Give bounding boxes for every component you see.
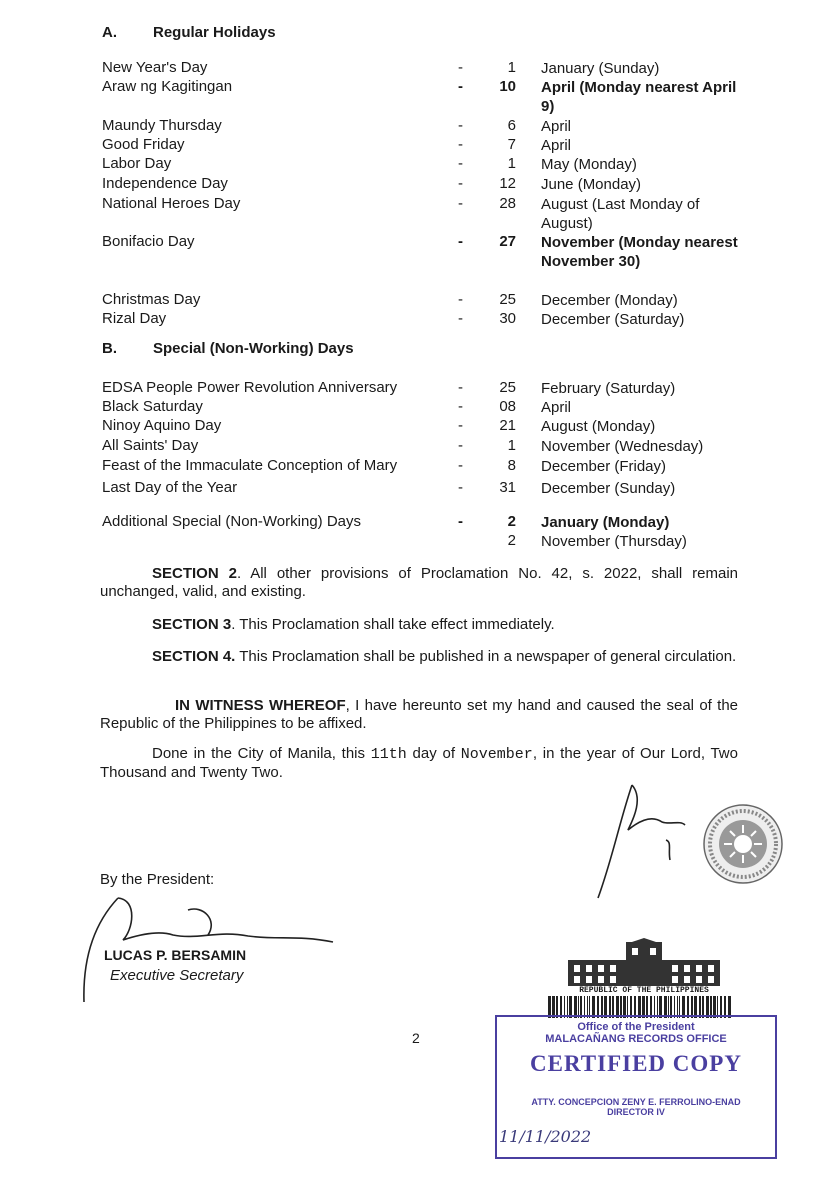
dash: - <box>458 417 463 434</box>
witness-paragraph <box>100 697 738 733</box>
president-signature <box>590 780 700 905</box>
holiday-date: April <box>541 137 572 154</box>
regular-holiday-row <box>0 233 832 270</box>
regular-holiday-row <box>0 59 832 79</box>
holiday-name: Maundy Thursday <box>102 117 222 134</box>
stamp-director: DIRECTOR IV <box>607 1107 665 1117</box>
done-day: 11th <box>370 746 407 763</box>
holiday-name: New Year's Day <box>102 59 208 76</box>
dash: - <box>458 457 463 474</box>
additional-day-2: 2 <box>507 532 516 549</box>
additional-day-1: 2 <box>507 513 516 530</box>
secretary-title: Executive Secretary <box>110 967 244 984</box>
special-day-row <box>0 379 832 399</box>
additional-days-row <box>0 513 832 533</box>
holiday-name: All Saints' Day <box>102 437 199 454</box>
dash: - <box>458 195 463 212</box>
holiday-name: Labor Day <box>102 155 172 172</box>
by-the-president: By the President: <box>100 871 215 888</box>
section-2-text: . All other provisions of Proclamation No. 42, s. 2022, shall remain unchanged, valid, and existing. <box>100 565 739 600</box>
holiday-day: 7 <box>507 136 516 153</box>
holiday-date: November (Monday nearest November 30) <box>541 234 738 270</box>
done-text-1: Done in the City of Manila, this <box>152 745 371 762</box>
regular-holiday-row <box>0 195 832 232</box>
holiday-day: 1 <box>507 59 516 76</box>
special-day-row <box>0 398 832 418</box>
holiday-date: April <box>541 118 572 135</box>
section-3-text: . This Proclamation shall take effect immediately. <box>231 616 555 633</box>
section-a-title: Regular Holidays <box>153 24 276 41</box>
holiday-date: April <box>541 399 572 416</box>
regular-holiday-row <box>0 117 832 137</box>
regular-holiday-row <box>0 136 832 156</box>
holiday-day: 8 <box>507 457 516 474</box>
holiday-day: 10 <box>499 78 516 95</box>
additional-date-1: January (Monday) <box>541 514 670 531</box>
holiday-day: 25 <box>499 291 516 308</box>
done-paragraph <box>100 745 738 782</box>
holiday-name: Feast of the Immaculate Conception of Mary <box>102 457 398 474</box>
done-month: November <box>460 746 533 763</box>
holiday-name: Ninoy Aquino Day <box>102 417 222 434</box>
holiday-day: 08 <box>499 398 516 415</box>
section-b-label: B. <box>102 340 117 357</box>
regular-holiday-row <box>0 78 832 115</box>
holiday-day: 30 <box>499 310 516 327</box>
holiday-date: August (Last Monday of August) <box>541 196 700 232</box>
holiday-day: 27 <box>499 233 516 250</box>
stamp-handwritten-date: 11/11/2022 <box>499 1127 592 1146</box>
holiday-day: 28 <box>499 195 516 212</box>
section-4-text: This Proclamation shall be published in a newspaper of general circulation. <box>235 648 737 665</box>
stamp-republic: REPUBLIC OF THE PHILIPPINES <box>579 986 709 995</box>
special-day-row <box>0 457 832 477</box>
dash: - <box>458 59 463 76</box>
section-2-heading: SECTION 2 <box>152 565 237 582</box>
section-4-paragraph <box>100 648 738 666</box>
holiday-name: EDSA People Power Revolution Anniversary <box>102 379 398 396</box>
certified-copy-stamp <box>495 1015 777 1159</box>
seal-icon <box>702 803 784 885</box>
page-number: 2 <box>412 1030 420 1046</box>
holiday-name: Christmas Day <box>102 291 201 308</box>
stamp-atty: ATTY. CONCEPCION ZENY E. FERROLINO-ENAD <box>531 1097 741 1107</box>
holiday-date: December (Saturday) <box>541 311 685 328</box>
special-day-row <box>0 417 832 437</box>
dash: - <box>458 78 463 95</box>
holiday-name: Araw ng Kagitingan <box>102 78 233 95</box>
section-4-heading: SECTION 4. <box>152 648 236 665</box>
holiday-name: National Heroes Day <box>102 195 241 212</box>
holiday-day: 25 <box>499 379 516 396</box>
secretary-name: LUCAS P. BERSAMIN <box>104 947 247 963</box>
holiday-date: May (Monday) <box>541 156 637 173</box>
holiday-date: November (Wednesday) <box>541 438 704 455</box>
malacanang-building-icon <box>566 938 722 988</box>
section-b-title: Special (Non-Working) Days <box>153 340 354 357</box>
holiday-date: December (Monday) <box>541 292 678 309</box>
holiday-name: Bonifacio Day <box>102 233 195 250</box>
additional-days-dash: - <box>458 513 463 530</box>
holiday-day: 1 <box>507 437 516 454</box>
special-day-row <box>0 437 832 457</box>
holiday-date: December (Sunday) <box>541 480 676 497</box>
dash: - <box>458 479 463 496</box>
holiday-name: Good Friday <box>102 136 185 153</box>
additional-days-name: Additional Special (Non-Working) Days <box>102 513 361 530</box>
holiday-name: Black Saturday <box>102 398 203 415</box>
holiday-date: April (Monday nearest April 9) <box>541 79 737 115</box>
holiday-date: June (Monday) <box>541 176 642 193</box>
holiday-day: 1 <box>507 155 516 172</box>
section-a-label: A. <box>102 24 117 41</box>
witness-heading: IN WITNESS WHEREOF <box>175 697 346 714</box>
dash: - <box>458 136 463 153</box>
dash: - <box>458 155 463 172</box>
holiday-day: 21 <box>499 417 516 434</box>
section-3-heading: SECTION 3 <box>152 616 232 633</box>
stamp-office: Office of the President <box>577 1021 695 1033</box>
additional-days-row-2 <box>0 532 832 552</box>
dash: - <box>458 379 463 396</box>
additional-date-2: November (Thursday) <box>541 533 687 550</box>
section-2-paragraph <box>100 565 738 601</box>
holiday-date: August (Monday) <box>541 418 656 435</box>
holiday-name: Independence Day <box>102 175 228 192</box>
holiday-date: December (Friday) <box>541 458 667 475</box>
done-text-3: , in the year of Our Lord, Two Thousand and Twenty Two. <box>100 745 738 781</box>
holiday-name: Rizal Day <box>102 310 167 327</box>
dash: - <box>458 310 463 327</box>
witness-text: , I have hereunto set my hand and caused the seal of the Republic of the Philippines to be affixed. <box>100 697 738 732</box>
holiday-day: 6 <box>507 117 516 134</box>
dash: - <box>458 175 463 192</box>
dash: - <box>458 233 463 250</box>
stamp-records: MALACAÑANG RECORDS OFFICE <box>545 1033 727 1045</box>
dash: - <box>458 291 463 308</box>
section-3-paragraph <box>100 616 738 634</box>
stamp-certified: CERTIFIED COPY <box>530 1051 742 1076</box>
regular-holiday-row <box>0 310 832 330</box>
dash: - <box>458 398 463 415</box>
dash: - <box>458 437 463 454</box>
holiday-date: February (Saturday) <box>541 380 676 397</box>
regular-holiday-row <box>0 175 832 195</box>
holiday-name: Last Day of the Year <box>102 479 238 496</box>
holiday-day: 12 <box>499 175 516 192</box>
dash: - <box>458 117 463 134</box>
holiday-day: 31 <box>499 479 516 496</box>
done-text-2: day of <box>406 745 461 762</box>
regular-holiday-row <box>0 291 832 311</box>
special-day-row <box>0 479 832 499</box>
regular-holiday-row <box>0 155 832 175</box>
holiday-date: January (Sunday) <box>541 60 660 77</box>
